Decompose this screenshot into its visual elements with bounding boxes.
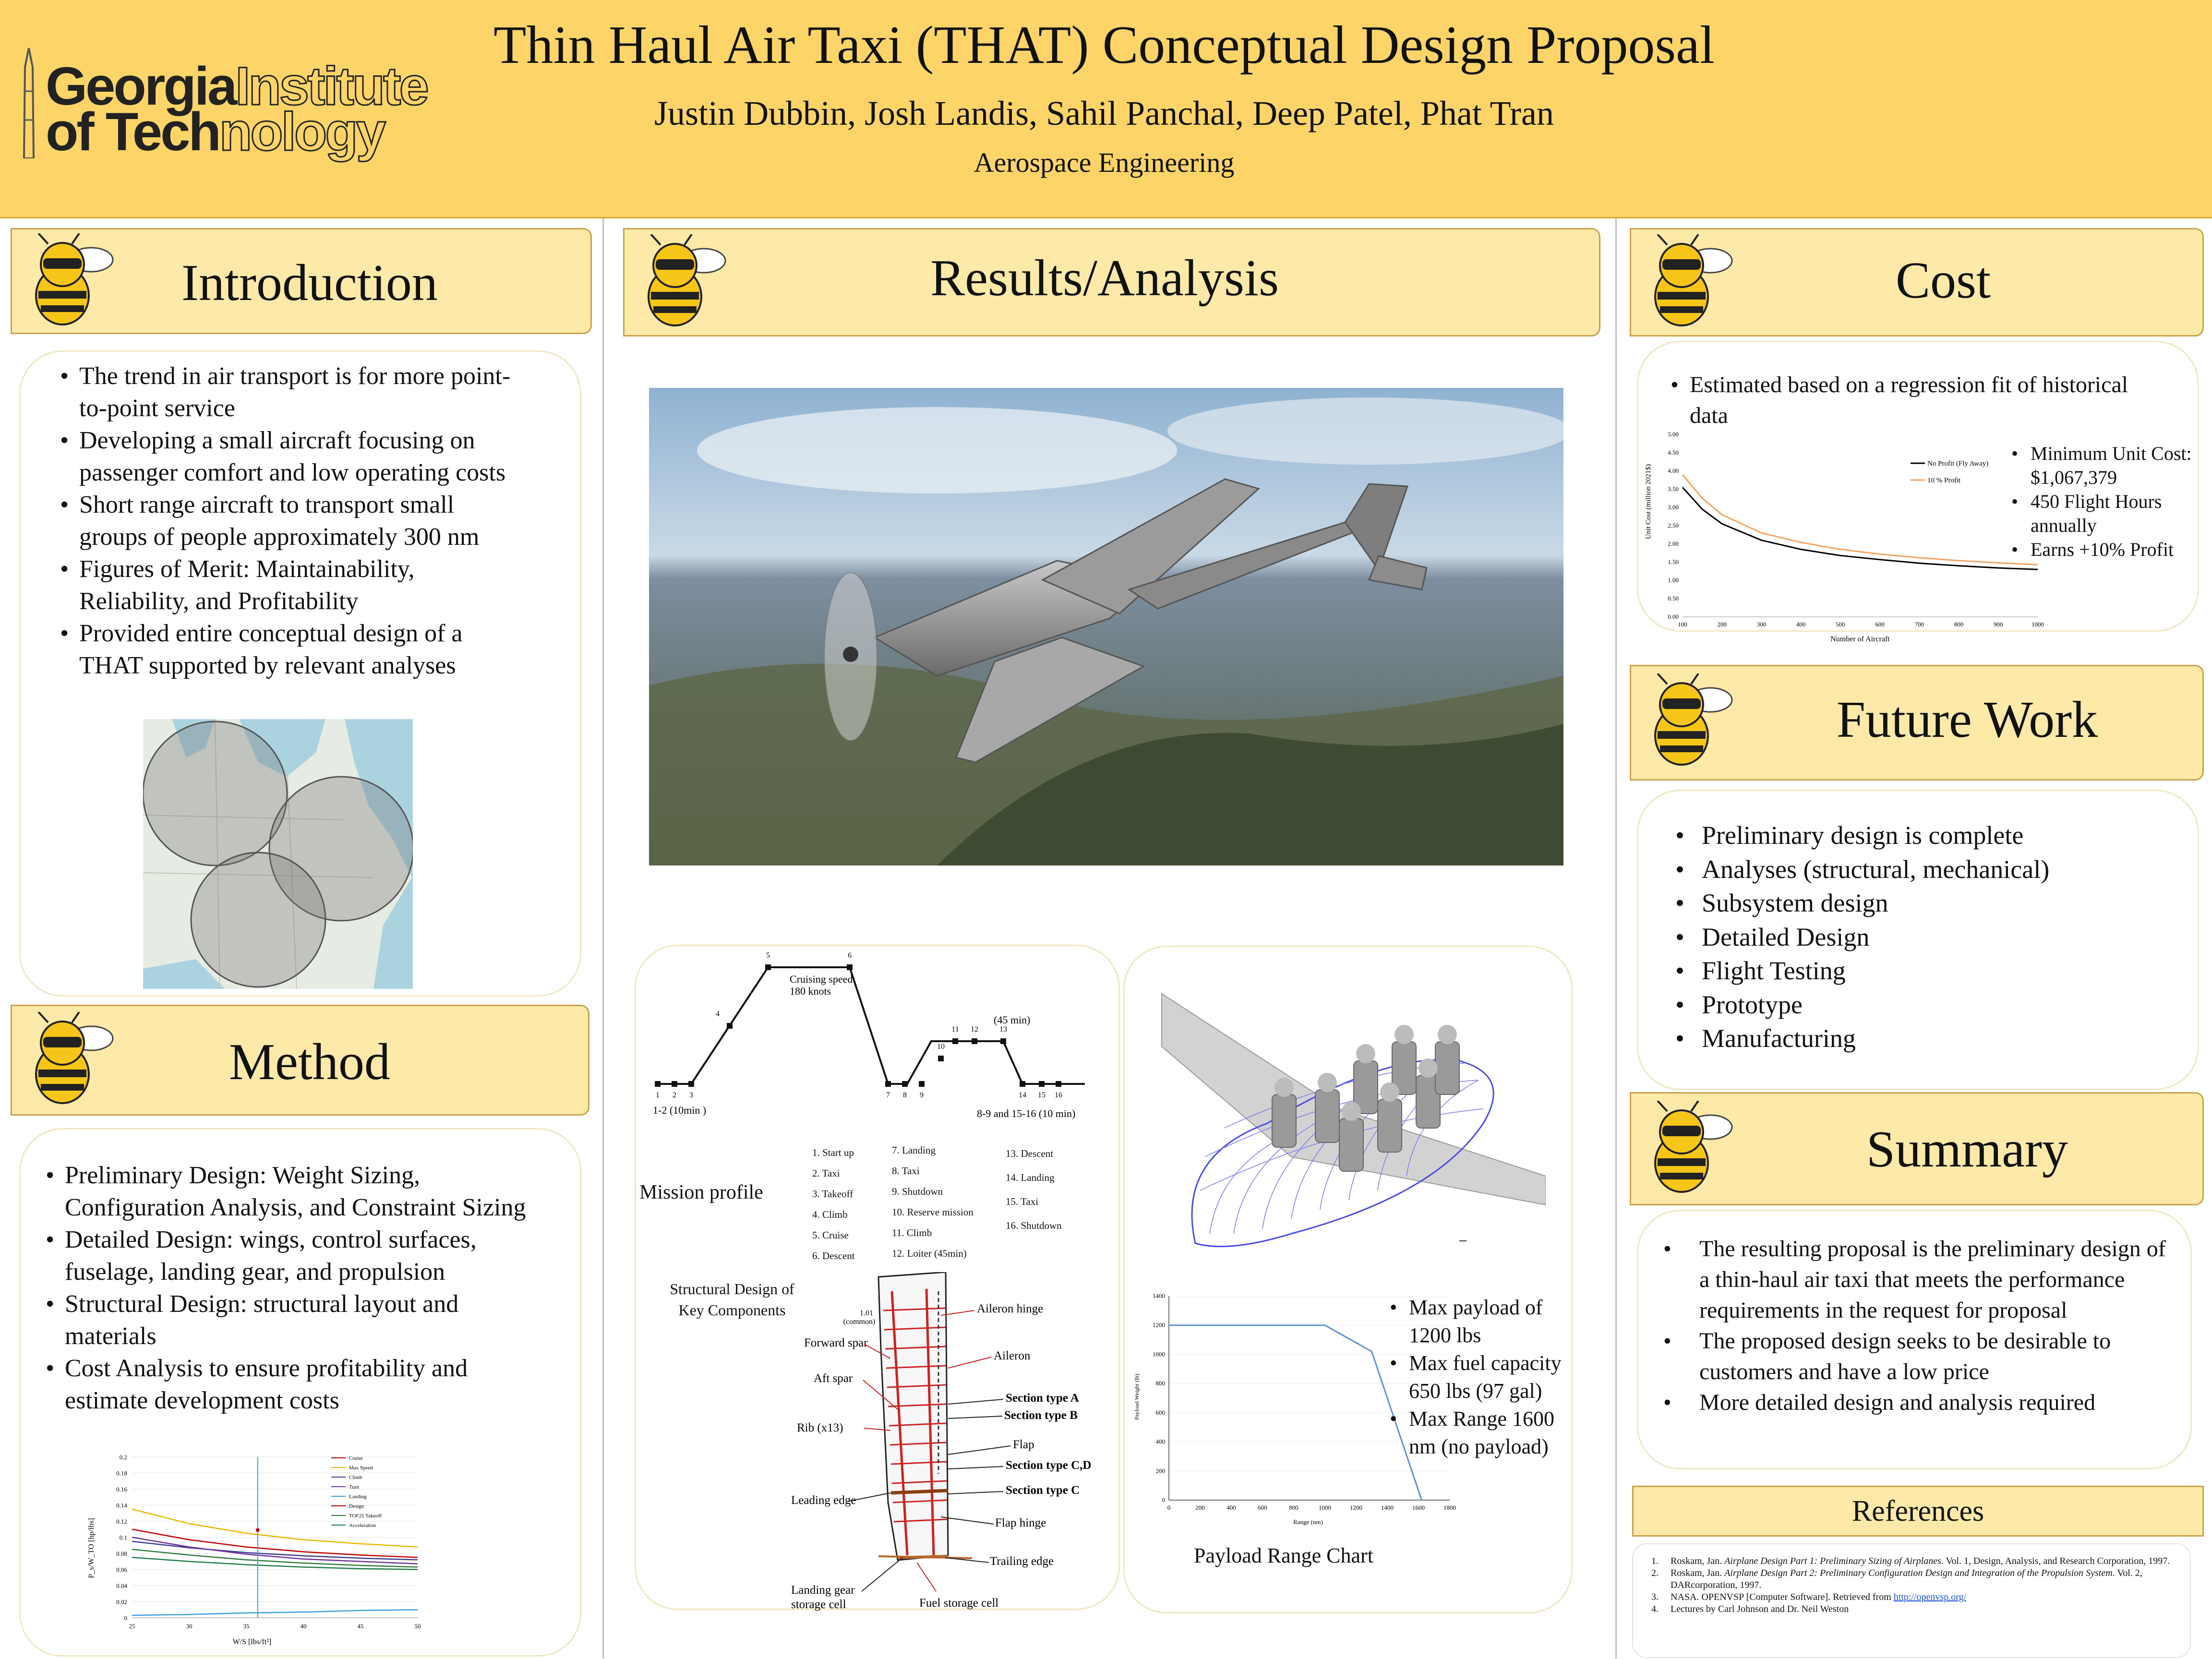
y-tick-label: 0.1 [119, 1534, 127, 1541]
mission-point-label: 9 [920, 1091, 924, 1099]
axis-label: Unit Cost (million 2021$) [1645, 464, 1652, 540]
structure-callout: Aft spar [814, 1372, 853, 1385]
mission-point-label: 7 [886, 1091, 890, 1099]
method-header [11, 1005, 589, 1116]
list-item: • Max fuel capacity 650 lbs (97 gal) [1390, 1349, 1582, 1405]
y-tick-label: 1200 [1153, 1321, 1165, 1329]
legend-item: 8. Taxi [892, 1165, 920, 1177]
structure-label-line: Key Components [678, 1301, 786, 1319]
buzz-mascot-icon [1638, 1101, 1734, 1197]
list-item: • 450 Flight Hours annually [2011, 490, 2203, 538]
reference-title: Airplane Design Part 1: Preliminary Sizing of Airplanes [1724, 1556, 1941, 1566]
y-tick-label: 0 [124, 1614, 127, 1622]
cost-title: Cost [1895, 252, 1991, 309]
legend-label: Climb [349, 1475, 362, 1480]
chart-legend [331, 1455, 382, 1528]
references-header [1632, 1486, 2204, 1537]
results-header [623, 228, 1600, 337]
aircraft-render-image [649, 388, 1563, 866]
buzz-mascot-icon [1638, 673, 1734, 769]
reference-item [1651, 1591, 2184, 1603]
constraint-diagram [86, 1452, 461, 1647]
x-tick-label: 700 [1914, 621, 1924, 628]
y-tick-label: 4.00 [1668, 467, 1679, 474]
legend-item: 16. Shutdown [1006, 1220, 1062, 1231]
list-item: • Prototype [1675, 988, 2155, 1022]
reference-number: 3. [1651, 1592, 1659, 1602]
axis-label: W/S [lbs/ft²] [232, 1638, 272, 1646]
legend-label: Turn [349, 1484, 359, 1490]
axis-label: Range (nm) [1293, 1518, 1323, 1526]
poster-authors: Justin Dubbin, Josh Landis, Sahil Panchal, Deep Patel, Phat Tran [654, 94, 1554, 132]
x-tick-label: 100 [1678, 621, 1687, 628]
legend-item: 15. Taxi [1006, 1196, 1039, 1207]
structure-callout: Flap hinge [995, 1516, 1046, 1529]
summary-header [1630, 1092, 2204, 1205]
legend-label: 10 % Profit [1927, 477, 1961, 484]
y-tick-label: 0.08 [116, 1550, 127, 1557]
series-line [1683, 487, 2038, 569]
y-tick-label: 2.50 [1668, 522, 1679, 529]
structure-callout: Section type C,D [1006, 1459, 1092, 1472]
mission-point-label: 4 [716, 1010, 720, 1018]
method-bullets [46, 1159, 540, 1417]
legend-item: 4. Climb [812, 1209, 848, 1220]
tech-tower-icon [14, 48, 43, 158]
mission-point-label: 5 [766, 951, 770, 960]
list-item: • Structural Design: structural layout and materials [46, 1288, 540, 1352]
chart-series [1683, 475, 2038, 570]
mission-point-label: 2 [673, 1091, 676, 1099]
x-tick-label: 1000 [1319, 1504, 1331, 1511]
reference-number: 2. [1651, 1568, 1659, 1578]
mission-point [919, 1081, 925, 1087]
y-tick-label: 800 [1155, 1380, 1165, 1387]
list-item: • Max payload of 1200 lbs [1390, 1294, 1582, 1349]
mission-point-label: 15 [1038, 1091, 1046, 1099]
summary-title: Summary [1866, 1121, 2068, 1178]
x-tick-label: 40 [300, 1623, 307, 1630]
y-tick-label: 4.50 [1668, 449, 1679, 456]
mission-point [688, 1081, 694, 1087]
x-tick-label: 1200 [1350, 1504, 1362, 1511]
introduction-bullets [60, 360, 521, 682]
reference-text: . Vol. 2, DARcorporation, 1997. [1671, 1568, 2142, 1590]
logo-text: of Tech [46, 102, 219, 162]
reference-text: Lectures by Carl Johnson and Dr. Neil Weston [1671, 1604, 1849, 1614]
georgia-tech-logo-line2 [46, 101, 384, 163]
structure-callout: Rib (x13) [797, 1421, 843, 1434]
x-tick-label: 1000 [2032, 621, 2044, 628]
mission-profile-label: Mission profile [639, 1181, 763, 1203]
y-tick-label: 0.12 [116, 1518, 127, 1525]
mission-point [847, 964, 853, 970]
mission-point-label: 6 [848, 951, 852, 960]
mission-point-label: 14 [1019, 1091, 1026, 1099]
mission-legend-col3 [1006, 1142, 1062, 1238]
y-tick-label: 2.00 [1668, 540, 1679, 547]
list-item: • Figures of Merit: Maintainability, Reliability, and Profitability [60, 553, 521, 617]
logo-text: nology [219, 102, 384, 162]
y-tick-label: 3.50 [1668, 485, 1679, 493]
y-tick-label: 1.50 [1668, 558, 1679, 565]
list-item: • Provided entire conceptual design of a THAT supported by relevant analyses [60, 617, 521, 682]
legend-label: TOF25 Takeoff [349, 1513, 382, 1519]
results-title: Results/Analysis [930, 250, 1279, 307]
reference-text: Roskam, Jan. [1671, 1568, 1725, 1578]
y-tick-label: 1400 [1153, 1292, 1165, 1299]
list-item: • Minimum Unit Cost: $1,067,379 [2011, 442, 2203, 490]
legend-item: 12. Loiter (45min) [892, 1248, 967, 1259]
buzz-mascot-icon [19, 233, 115, 329]
structure-callout: storage cell [791, 1598, 846, 1611]
mission-point-label: 3 [689, 1091, 693, 1099]
legend-item: 11. Climb [892, 1227, 932, 1238]
mission-note: (45 min) [994, 1014, 1031, 1026]
legend-item: 3. Takeoff [812, 1188, 854, 1200]
mission-point-label: 11 [951, 1025, 959, 1034]
series-line [132, 1557, 418, 1569]
mission-point [672, 1081, 677, 1087]
reference-number: 1. [1651, 1556, 1659, 1566]
mission-point [902, 1081, 908, 1087]
legend-label: Landing [349, 1494, 367, 1500]
mission-legend-col2 [892, 1140, 974, 1264]
reference-item [1651, 1555, 2184, 1567]
list-item: • Preliminary design is complete [1675, 818, 2155, 853]
list-item: • Analyses (structural, mechanical) [1675, 853, 2155, 887]
x-tick-label: 800 [1954, 621, 1964, 628]
legend-label: Design [349, 1503, 364, 1509]
x-tick-label: 200 [1717, 621, 1727, 628]
list-item: • Max Range 1600 nm (no payload) [1390, 1405, 1582, 1461]
legend-item: 13. Descent [1006, 1148, 1054, 1159]
structure-callout: Leading edge [791, 1494, 856, 1507]
chart-ticks [116, 1454, 421, 1630]
x-tick-label: 500 [1836, 621, 1845, 628]
list-item: • More detailed design and analysis required [1663, 1387, 2172, 1418]
mission-point [885, 1081, 891, 1087]
x-tick-label: 25 [129, 1623, 135, 1630]
references-title: References [1851, 1495, 1984, 1527]
payload-bullets [1390, 1294, 1582, 1461]
x-tick-label: 200 [1195, 1504, 1205, 1511]
y-tick-label: 0.16 [116, 1486, 127, 1493]
structure-callout: Forward spar [804, 1336, 868, 1349]
x-tick-label: 400 [1226, 1504, 1236, 1511]
mission-note: 1-2 (10min ) [653, 1104, 707, 1116]
mission-legend-col1 [812, 1142, 855, 1266]
legend-item: 2. Taxi [812, 1167, 840, 1179]
x-tick-label: 300 [1756, 621, 1767, 628]
list-item: • The trend in air transport is for more point-to-point service [60, 360, 521, 424]
reference-text: Roskam, Jan. [1671, 1556, 1725, 1566]
mission-note: Cruising speed [790, 973, 853, 985]
axis-label: P_s/W_TO [hp/lbs] [87, 1518, 96, 1578]
mission-point-label: 8 [903, 1091, 907, 1099]
x-tick-label: 400 [1796, 621, 1806, 628]
references-list [1651, 1555, 2184, 1615]
structure-callout: Aileron hinge [977, 1302, 1044, 1315]
cost-bullets [1671, 370, 2141, 431]
mission-point-label: 10 [937, 1043, 945, 1051]
mission-point [1056, 1081, 1061, 1087]
reference-text: . Vol. 1, Design, Analysis, and Research Corporation, 1997. [1941, 1556, 2170, 1566]
y-tick-label: 5.00 [1668, 431, 1679, 438]
list-item: • The resulting proposal is the preliminary design of a thin-haul air taxi that meets the performance requirements in the request for proposal [1663, 1234, 2172, 1326]
y-tick-label: 0.00 [1668, 613, 1679, 620]
mission-point-label: 12 [971, 1025, 978, 1034]
mission-point-label: 13 [999, 1025, 1007, 1034]
legend-label: No Profit (Fly Away) [1927, 460, 1989, 468]
legend-item: 5. Cruise [812, 1229, 849, 1241]
mission-point [972, 1038, 977, 1044]
mission-point [952, 1038, 958, 1044]
column-divider [1615, 218, 1617, 1659]
y-tick-label: 0.2 [119, 1454, 127, 1461]
cost-header [1630, 228, 2204, 337]
y-tick-label: 0.04 [116, 1582, 127, 1589]
introduction-header [11, 228, 592, 334]
cabin-layout-render [1147, 965, 1546, 1258]
list-item: • The proposed design seeks to be desirable to customers and have a low price [1663, 1326, 2172, 1387]
buzz-mascot-icon [632, 234, 728, 330]
list-item: • Short range aircraft to transport small groups of people approximately 300 nm [60, 489, 521, 553]
x-tick-label: 30 [186, 1623, 192, 1630]
wing-structure-diagram [782, 1272, 1128, 1618]
x-tick-label: 50 [414, 1623, 421, 1630]
y-tick-label: 400 [1155, 1438, 1165, 1445]
structure-label-line: Structural Design of [670, 1280, 794, 1298]
structure-callout: Section type A [1006, 1392, 1079, 1405]
y-tick-label: 0.14 [116, 1502, 127, 1509]
structure-callout: Aileron [994, 1349, 1031, 1362]
design-point [256, 1528, 260, 1532]
list-item: • Preliminary Design: Weight Sizing, Configuration Analysis, and Constraint Sizing [46, 1159, 540, 1224]
x-tick-label: 45 [357, 1623, 364, 1630]
list-item: • Earns +10% Profit [2011, 538, 2203, 562]
axis-label: Number of Aircraft [1830, 635, 1890, 643]
structure-callout: Section type C [1006, 1484, 1080, 1497]
legend-item: 1. Start up [812, 1147, 854, 1158]
x-tick-label: 35 [243, 1623, 250, 1630]
axis-label: Payload Weight (lb) [1133, 1373, 1140, 1420]
list-item: • Detailed Design [1675, 920, 2155, 954]
y-tick-label: 600 [1155, 1408, 1165, 1416]
mission-point [1039, 1081, 1045, 1087]
future-work-title: Future Work [1836, 691, 2098, 748]
chart-legend [1911, 460, 1988, 484]
dimension-label: 1.01 [860, 1309, 873, 1317]
buzz-mascot-icon [1638, 234, 1734, 330]
logo-text: Institute [235, 56, 427, 116]
reference-item [1651, 1603, 2184, 1615]
legend-label: Acceleration [349, 1523, 376, 1528]
y-tick-label: 200 [1155, 1467, 1165, 1475]
reference-title: Airplane Design Part 2: Preliminary Configuration Design and Integration of the Propulsion System [1724, 1568, 2113, 1578]
legend-item: 14. Landing [1006, 1172, 1055, 1183]
series-line [132, 1610, 418, 1615]
poster-department: Aerospace Engineering [974, 147, 1235, 178]
legend-label: Max Speed [349, 1465, 373, 1471]
list-item: • Manufacturing [1675, 1022, 2155, 1056]
mission-profile-diagram [638, 948, 1118, 1130]
structure-callout: Landing gear [791, 1584, 855, 1597]
list-item: • Flight Testing [1675, 954, 2155, 988]
y-tick-label: 0.02 [116, 1598, 127, 1606]
y-tick-label: 0.06 [116, 1566, 127, 1574]
range-map [143, 719, 413, 989]
y-tick-label: 1000 [1153, 1350, 1165, 1358]
y-tick-label: 3.00 [1668, 504, 1679, 511]
legend-item: 9. Shutdown [892, 1186, 943, 1197]
payload-range-caption: Payload Range Chart [1194, 1544, 1373, 1567]
cost-chart [1637, 427, 2045, 643]
list-item: • Developing a small aircraft focusing on passenger comfort and low operating costs [60, 424, 521, 489]
mission-point [1000, 1038, 1006, 1044]
structure-callout: Trailing edge [990, 1555, 1054, 1568]
y-tick-label: 0 [1162, 1496, 1165, 1503]
column-divider [602, 218, 604, 1659]
x-tick-label: 1400 [1381, 1504, 1394, 1511]
mission-note: 180 knots [790, 985, 831, 997]
summary-bullets [1663, 1234, 2172, 1418]
x-tick-label: 600 [1875, 621, 1885, 628]
buzz-mascot-icon [19, 1012, 115, 1108]
mission-point [727, 1023, 733, 1029]
x-tick-label: 600 [1258, 1504, 1267, 1511]
series-line [1683, 475, 2038, 565]
mission-point-label: 16 [1055, 1091, 1062, 1099]
mission-point-label: 1 [656, 1091, 660, 1099]
y-tick-label: 0.50 [1668, 595, 1679, 602]
x-tick-label: 1800 [1443, 1504, 1456, 1511]
future-work-header [1630, 665, 2204, 781]
mission-point [655, 1081, 661, 1087]
x-tick-label: 1600 [1412, 1504, 1425, 1511]
list-item: • Detailed Design: wings, control surfaces, fuselage, landing gear, and propulsion [46, 1224, 540, 1288]
x-tick-label: 0 [1167, 1504, 1171, 1511]
legend-item: 10. Reserve mission [892, 1206, 974, 1218]
legend-label: Cruise [349, 1455, 363, 1461]
mission-note: 8-9 and 15-16 (10 min) [977, 1107, 1076, 1119]
reference-text: NASA. OPENVSP [Computer Software]. Retrieved from [1671, 1592, 1894, 1602]
list-item: • Subsystem design [1675, 886, 2155, 920]
reference-item [1651, 1567, 2184, 1591]
structure-callout: Flap [1013, 1438, 1034, 1451]
x-tick-label: 900 [1994, 621, 2003, 628]
method-title: Method [229, 1034, 390, 1091]
mission-point [1020, 1081, 1025, 1087]
cost-stats [2011, 442, 2203, 562]
reference-number: 4. [1651, 1604, 1659, 1614]
list-item: • Cost Analysis to ensure profitability and estimate development costs [46, 1352, 540, 1417]
x-tick-label: 800 [1289, 1504, 1298, 1511]
openvsp-link[interactable]: http://openvsp.org/ [1893, 1592, 1967, 1602]
future-work-list [1675, 818, 2155, 1056]
structure-callout: Section type B [1004, 1409, 1078, 1422]
list-item: • Estimated based on a regression fit of historical data [1671, 370, 2141, 431]
structure-callout: Fuel storage cell [919, 1597, 999, 1610]
mission-point [938, 1056, 944, 1061]
legend-item: 6. Descent [812, 1250, 855, 1262]
poster-title: Thin Haul Air Taxi (THAT) Conceptual Design Proposal [493, 15, 1715, 75]
legend-item: 7. Landing [892, 1144, 936, 1156]
y-tick-label: 1.00 [1668, 577, 1679, 584]
y-tick-label: 0.18 [116, 1469, 127, 1477]
logo-text: Georgia [46, 56, 236, 116]
dimension-label: (common) [843, 1318, 876, 1326]
mission-point [765, 964, 771, 970]
introduction-title: Introduction [181, 254, 438, 312]
